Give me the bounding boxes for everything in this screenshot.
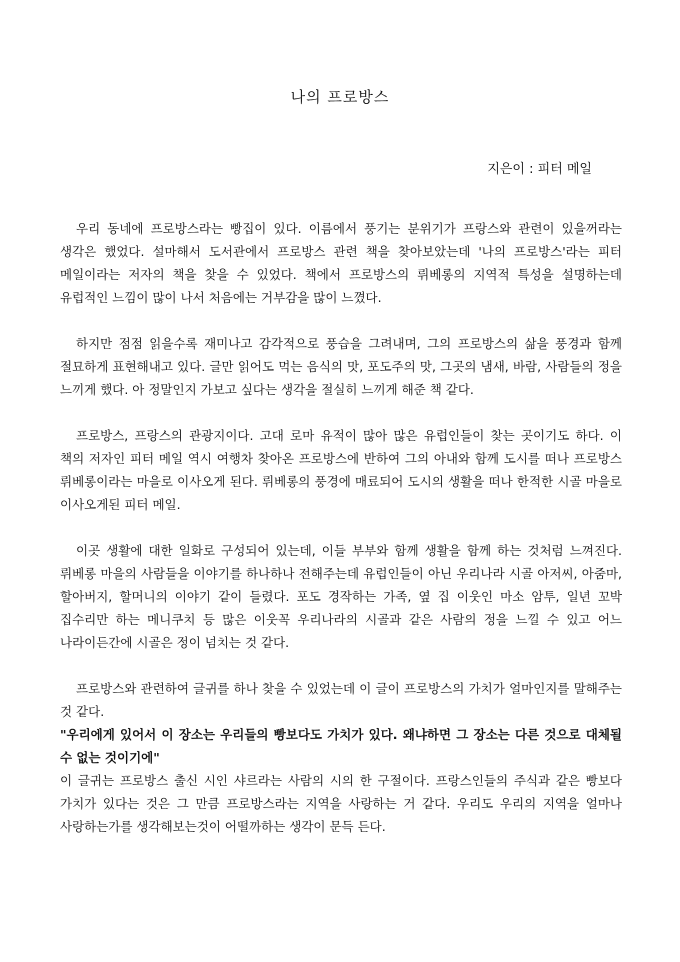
- document-title: 나의 프로방스: [290, 88, 390, 106]
- paragraph-4: 이곳 생활에 대한 일화로 구성되어 있는데, 이들 부부와 함께 생활을 함께 하는 것처럼 느껴진다. 뤼베롱 마을의 사람들을 이야기를 하나하나 전해주는데 유럽인들이 아닌 우리나라 시골 아저씨, 아줌마, 할아버지, 할머니의 이야기 같이 들렸다. 포도 경작하는 가족, 옆 집 이웃인 마소 암투, 일년 꼬박 집수리만 하는 메니쿠치 등 많은 이웃꼭 우리나라의 시골과 같은 사람의 정을 느낄 수 있고 어느 나라이든간에 시골은 정이 넘치는 것 같다.: [60, 543, 622, 650]
- paragraph-3: 프로방스, 프랑스의 관광지이다. 고대 로마 유적이 많아 많은 유럽인들이 찾는 곳이기도 하다. 이 책의 저자인 피터 메일 역시 여행차 찾아온 프로방스에 반하여 그의 아내와 함께 도시를 떠나 프로방스 뤼베롱이라는 마을로 이사오게 된다. 뤼베롱의 풍경에 매료되어 도시의 생활을 떠나 한적한 시골 마을로 이사오게된 피터 메일.: [60, 428, 622, 512]
- paragraph-2: 하지만 점점 읽을수록 재미나고 감각적으로 풍습을 그려내며, 그의 프로방스의 삶을 풍경과 함께 절묘하게 표현해내고 있다. 글만 읽어도 먹는 음식의 맛, 포도주의 맛, 그곳의 냄새, 바람, 사람들의 정을 느끼게 했다. 아 정말인지 가보고 싶다는 생각을 절실히 느끼게 해준 책 같다.: [60, 336, 622, 397]
- quote-text: "우리에게 있어서 이 장소는 우리들의 빵보다도 가치가 있다. 왜냐하면 그 장소는 다른 것으로 대체될 수 없는 것이기에": [60, 727, 622, 765]
- author-line: 지은이 : 피터 메일: [487, 162, 592, 177]
- paragraph-1: 우리 동네에 프로방스라는 빵집이 있다. 이름에서 풍기는 분위기가 프랑스와 관련이 있을꺼라는 생각은 했었다. 설마해서 도서관에서 프로방스 관련 책을 찾아보았는데 '나의 프로방스'라는 피터 메일이라는 저자의 책을 찾을 수 있었다. 책에서 프로방스의 뤼베롱의 지역적 특성을 설명하는데 유럽적인 느낌이 많이 나서 처음에는 거부감을 많이 느꼈다.: [60, 221, 622, 305]
- document-body: [60, 217, 622, 838]
- paragraph-5: 프로방스와 관련하여 글귀를 하나 찾을 수 있었는데 이 글이 프로방스의 가치가 얼마인지를 말해주는 것 같다.: [60, 681, 622, 719]
- closing-paragraph: 이 글귀는 프로방스 출신 시인 샤르라는 사람의 시의 한 구절이다. 프랑스인들의 주식과 같은 빵보다 가치가 있다는 것은 그 만큼 프로방스라는 지역을 사랑하는 거 같다. 우리도 우리의 지역을 얼마나 사랑하는가를 생각해보는것이 어떨까하는 생각이 문득 든다.: [60, 773, 622, 834]
